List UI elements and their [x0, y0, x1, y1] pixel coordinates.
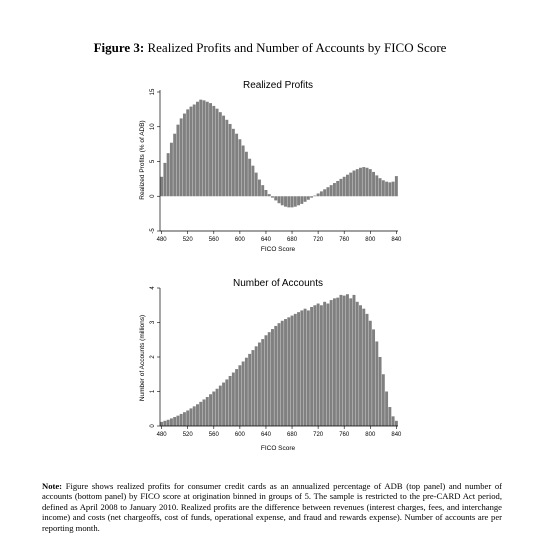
profits-bar [251, 166, 254, 197]
accounts-bar [333, 298, 336, 426]
profits-bar [300, 196, 303, 204]
profits-bar [235, 134, 238, 197]
accounts-bar [173, 417, 176, 426]
profits-bar [362, 167, 365, 196]
profits-bar [176, 125, 179, 197]
accounts-bar [193, 406, 196, 426]
accounts-bar [209, 394, 212, 426]
accounts-y-tick-label: 3 [150, 320, 156, 325]
accounts-bar [235, 369, 238, 426]
accounts-bar [196, 404, 199, 426]
accounts-bar [392, 416, 395, 426]
profits-bar [193, 105, 196, 197]
accounts-x-ticks [157, 426, 402, 438]
profits-bar [222, 116, 225, 197]
accounts-bar [336, 298, 339, 426]
profits-bar [304, 196, 307, 202]
profits-x-axis-label: FICO Score [260, 246, 296, 253]
profits-x-tick-label: 760 [339, 237, 350, 243]
accounts-x-tick-label: 720 [313, 432, 324, 438]
accounts-bar [206, 397, 209, 426]
accounts-y-tick-label: 2 [150, 355, 156, 359]
profits-bar [385, 182, 388, 197]
profits-bar [281, 196, 284, 205]
profits-bar [232, 129, 235, 196]
accounts-bar [238, 365, 241, 426]
accounts-bar [310, 307, 313, 426]
profits-bar [284, 196, 287, 206]
accounts-bar [261, 339, 264, 426]
accounts-bar [326, 304, 329, 426]
profits-bar [392, 182, 395, 197]
profits-bar [255, 173, 258, 197]
accounts-bar [356, 302, 359, 426]
accounts-bar [297, 312, 300, 426]
accounts-bar [313, 305, 316, 426]
profits-bar [261, 185, 264, 196]
accounts-chart-title: Number of Accounts [232, 278, 324, 289]
accounts-bar [248, 354, 251, 426]
profits-bar [310, 196, 313, 197]
profits-bar [339, 179, 342, 196]
profits-bar [274, 196, 277, 200]
accounts-bar [170, 418, 173, 426]
profits-bar [346, 175, 349, 197]
accounts-x-tick-label: 480 [156, 432, 167, 438]
accounts-bar [388, 407, 391, 426]
profits-bar [203, 100, 206, 196]
accounts-bar [163, 421, 166, 426]
profits-bar [349, 173, 352, 197]
profits-bar [163, 163, 166, 196]
accounts-bar [225, 379, 228, 426]
accounts-x-tick-label: 600 [234, 432, 245, 438]
profits-bar [209, 103, 212, 196]
accounts-bar [183, 412, 186, 426]
profits-bar [278, 196, 281, 203]
figure-title-text: Realized Profits and Number of Accounts by FICO Score [147, 40, 447, 55]
profits-bar [245, 152, 248, 196]
profits-bar [219, 112, 222, 196]
profits-x-tick-label: 560 [208, 237, 219, 243]
note-label: Note: [42, 481, 63, 491]
accounts-bar [349, 298, 352, 426]
accounts-bar [323, 302, 326, 426]
profits-bar [248, 159, 251, 197]
accounts-bar [353, 295, 356, 426]
accounts-bar [176, 416, 179, 426]
profits-bar [333, 183, 336, 196]
profits-bar [258, 180, 261, 197]
accounts-bar [359, 305, 362, 426]
profits-bar [359, 168, 362, 196]
accounts-bar [245, 358, 248, 426]
accounts-x-axis-label: FICO Score [260, 445, 296, 452]
accounts-x-tick-label: 680 [287, 432, 298, 438]
accounts-y-tick-label: 1 [150, 389, 156, 394]
profits-x-tick-label: 640 [260, 237, 271, 243]
profits-bar [238, 139, 241, 196]
profits-bar [343, 177, 346, 196]
profits-bar [229, 124, 232, 196]
profits-y-axis-label: Realized Profits (% of ADB) [139, 120, 146, 200]
accounts-x-tick-label: 800 [365, 432, 376, 438]
figure-label: Figure 3: [93, 40, 145, 55]
profits-bar [170, 143, 173, 197]
profits-x-tick-label: 720 [313, 237, 324, 243]
accounts-bar [330, 300, 333, 426]
accounts-bar [219, 386, 222, 426]
accounts-bar [362, 309, 365, 426]
profits-bar [366, 168, 369, 196]
accounts-bar [281, 321, 284, 426]
profits-bar [199, 100, 202, 197]
profits-bar [160, 177, 163, 196]
profits-bar [206, 102, 209, 197]
accounts-bar [274, 326, 277, 426]
profits-y-tick-label: 0 [150, 194, 156, 198]
accounts-bar [222, 383, 225, 426]
profits-bar [356, 169, 359, 196]
profits-y-tick-label: 5 [150, 159, 156, 164]
accounts-x-tick-label: 840 [391, 432, 402, 438]
profits-x-tick-label: 480 [156, 237, 167, 243]
profits-bar [196, 102, 199, 197]
profits-bar [330, 185, 333, 196]
accounts-bar [382, 374, 385, 426]
accounts-bar [317, 304, 320, 426]
accounts-bars [160, 294, 398, 426]
profits-bar [212, 106, 215, 196]
profits-y-tick-label: 10 [150, 123, 156, 131]
profits-bar [395, 176, 398, 196]
profits-y-tick-label: -5 [150, 228, 156, 234]
accounts-bar [369, 321, 372, 426]
accounts-bar [375, 341, 378, 426]
profits-bar [369, 169, 372, 196]
accounts-bar [232, 373, 235, 426]
profits-x-ticks [157, 231, 402, 243]
accounts-bar [379, 357, 382, 426]
accounts-bar [300, 310, 303, 426]
profits-bar [294, 196, 297, 206]
accounts-panel [139, 278, 402, 452]
accounts-bar [385, 392, 388, 427]
note-text: Figure shows realized profits for consumer credit cards as an annualized percentage of ADB (top panel) and number of accounts (bottom panel) by FICO score at origination binned in groups of 5. The sample is restricted to the pre-CARD Act period, defined as April 2008 to January 2010. Realized profits are the difference between revenues (interest charges, fees, and interchange income) and costs (net chargeoffs, cost of funds, operational expense, and fraud and rewards expense). Number of accounts are per reporting month. [42, 481, 502, 533]
profits-bar [173, 134, 176, 197]
profits-bar [372, 172, 375, 196]
accounts-bar [395, 421, 398, 426]
accounts-bar [339, 295, 342, 426]
profits-bar [186, 109, 189, 196]
profits-bar [225, 120, 228, 196]
profits-bar [323, 189, 326, 196]
accounts-bar [160, 422, 163, 426]
accounts-bar [294, 314, 297, 426]
accounts-bar [212, 392, 215, 427]
profits-bar [375, 175, 378, 196]
profits-x-tick-label: 600 [234, 237, 245, 243]
accounts-bar [366, 314, 369, 426]
accounts-bar [258, 343, 261, 426]
accounts-bar [268, 332, 271, 426]
profits-bar [287, 196, 290, 207]
accounts-bar [199, 402, 202, 426]
profits-bars [160, 100, 398, 208]
profits-bar [353, 171, 356, 197]
profits-bar [313, 196, 316, 197]
profits-bar [183, 114, 186, 197]
accounts-bar [190, 408, 193, 426]
accounts-bar [229, 376, 232, 426]
profits-bar [336, 181, 339, 196]
accounts-bar [203, 399, 206, 426]
accounts-bar [372, 329, 375, 426]
profits-bar [271, 196, 274, 197]
accounts-bar [307, 310, 310, 426]
profits-bar [268, 194, 271, 196]
accounts-bar [264, 335, 267, 426]
figure-note [42, 481, 502, 533]
profits-bar [388, 182, 391, 196]
accounts-bar [320, 305, 323, 426]
accounts-x-tick-label: 520 [182, 432, 193, 438]
accounts-bar [216, 389, 219, 426]
profits-bar [320, 191, 323, 196]
profits-y-tick-label: 15 [150, 88, 156, 96]
accounts-y-ticks [150, 286, 160, 428]
accounts-bar [346, 294, 349, 426]
accounts-y-tick-label: 0 [150, 424, 156, 428]
profits-x-tick-label: 800 [365, 237, 376, 243]
accounts-x-tick-label: 760 [339, 432, 350, 438]
profits-bar [216, 109, 219, 197]
profits-x-tick-label: 840 [391, 237, 402, 243]
accounts-y-tick-label: 4 [150, 286, 156, 290]
profits-bar [242, 146, 245, 197]
profits-bar [317, 193, 320, 196]
accounts-y-axis-label: Number of Accounts (millions) [139, 314, 146, 402]
profits-bar [382, 180, 385, 196]
profits-bar [180, 118, 183, 196]
accounts-bar [251, 350, 254, 426]
accounts-bar [291, 316, 294, 426]
accounts-bar [180, 414, 183, 426]
accounts-bar [186, 410, 189, 426]
profits-bar [291, 196, 294, 207]
profits-x-tick-label: 520 [182, 237, 193, 243]
profits-bar [297, 196, 300, 205]
profits-bar [326, 187, 329, 196]
accounts-x-tick-label: 640 [260, 432, 271, 438]
accounts-bar [271, 329, 274, 426]
profits-panel [139, 80, 402, 253]
accounts-bar [255, 346, 258, 426]
accounts-bar [167, 420, 170, 426]
accounts-x-tick-label: 560 [208, 432, 219, 438]
profits-chart-title: Realized Profits [242, 80, 314, 91]
accounts-bar [343, 296, 346, 426]
accounts-bar [242, 361, 245, 426]
profits-bar [264, 190, 267, 196]
accounts-bar [287, 317, 290, 426]
profits-bar [167, 153, 170, 196]
accounts-bar [304, 309, 307, 426]
profits-y-ticks [150, 88, 160, 234]
profits-x-tick-label: 680 [287, 237, 298, 243]
profits-bar [307, 196, 310, 199]
profits-bar [190, 107, 193, 197]
accounts-bar [284, 319, 287, 426]
accounts-bar [278, 323, 281, 426]
profits-bar [379, 178, 382, 196]
